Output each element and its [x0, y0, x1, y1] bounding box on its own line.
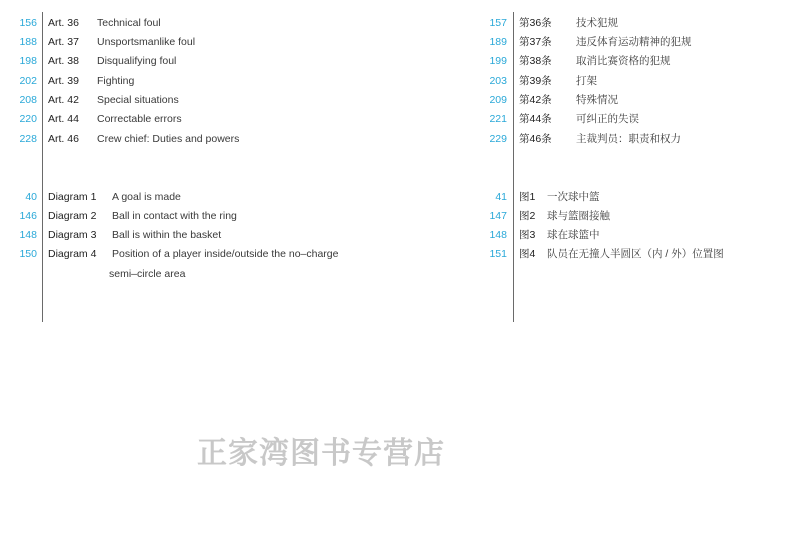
diagram-ref: Diagram 4 — [48, 248, 97, 260]
page-number: 156 — [19, 17, 37, 29]
page-number: 148 — [19, 229, 37, 241]
diagram-title: 球在球篮中 — [547, 229, 600, 241]
diagram-ref: Diagram 3 — [48, 229, 97, 241]
diagram-title: Position of a player inside/outside the no–charge — [112, 248, 339, 260]
diagram-ref: Diagram 1 — [48, 191, 97, 203]
article-ref: Art. 46 — [48, 133, 79, 145]
diagram-title: Ball in contact with the ring — [112, 210, 237, 222]
article-title: Disqualifying foul — [97, 55, 177, 67]
page-number: 228 — [19, 133, 37, 145]
article-ref: 第39条 — [519, 75, 552, 87]
article-title: 取消比赛资格的犯规 — [576, 55, 671, 67]
diagram-title: Ball is within the basket — [112, 229, 222, 241]
diagram-ref: 图2 — [519, 210, 536, 222]
page-number: 229 — [489, 133, 507, 145]
diagram-title-continuation: semi–circle area — [109, 268, 186, 280]
article-title: 打架 — [576, 75, 597, 87]
page-number: 41 — [495, 191, 507, 203]
article-title: 特殊情况 — [576, 94, 618, 106]
page-number: 151 — [489, 248, 507, 260]
article-title: 技术犯规 — [576, 17, 618, 29]
article-ref: 第38条 — [519, 55, 552, 67]
page-number: 208 — [19, 94, 37, 106]
page-number: 148 — [489, 229, 507, 241]
article-ref: Art. 37 — [48, 36, 79, 48]
article-title: 可纠正的失误 — [576, 113, 639, 125]
diagram-title: 球与篮圈接触 — [547, 210, 610, 222]
article-title: Unsportsmanlike foul — [97, 36, 196, 48]
article-title: Correctable errors — [97, 113, 182, 125]
article-title: Crew chief: Duties and powers — [97, 133, 240, 145]
page-number: 40 — [25, 191, 37, 203]
article-ref: Art. 36 — [48, 17, 79, 29]
article-title: Fighting — [97, 75, 135, 87]
page-number: 188 — [19, 36, 37, 48]
article-ref: Art. 44 — [48, 113, 79, 125]
diagram-ref: Diagram 2 — [48, 210, 97, 222]
page-number: 157 — [489, 17, 507, 29]
article-ref: 第46条 — [519, 133, 552, 145]
article-title: Technical foul — [97, 17, 161, 29]
article-ref: 第37条 — [519, 36, 552, 48]
page-number: 202 — [19, 75, 37, 87]
article-ref: Art. 42 — [48, 94, 79, 106]
page-number: 203 — [489, 75, 507, 87]
diagram-title: 队员在无撞人半圆区（内 / 外）位置图 — [547, 248, 724, 260]
page-number: 209 — [489, 94, 507, 106]
diagram-ref: 图1 — [519, 191, 536, 203]
page-number: 199 — [489, 55, 507, 67]
page-number: 220 — [19, 113, 37, 125]
article-title: 违反体育运动精神的犯规 — [576, 36, 692, 48]
diagram-title: A goal is made — [112, 191, 181, 203]
store-watermark: 正家湾图书专营店 — [197, 436, 445, 471]
article-ref: 第42条 — [519, 94, 552, 106]
diagram-ref: 图3 — [519, 229, 536, 241]
page-number: 221 — [489, 113, 507, 125]
page-number: 198 — [19, 55, 37, 67]
right-column-rule — [513, 12, 514, 322]
article-ref: 第36条 — [519, 17, 552, 29]
article-ref: Art. 39 — [48, 75, 79, 87]
page-number: 189 — [489, 36, 507, 48]
diagram-title: 一次球中篮 — [547, 191, 600, 203]
page-number: 150 — [19, 248, 37, 260]
article-title: Special situations — [97, 94, 179, 106]
article-ref: 第44条 — [519, 113, 552, 125]
article-title: 主裁判员：职责和权力 — [576, 133, 681, 145]
diagram-ref: 图4 — [519, 248, 536, 260]
page-number: 147 — [489, 210, 507, 222]
page-number: 146 — [19, 210, 37, 222]
article-ref: Art. 38 — [48, 55, 79, 67]
left-column-rule — [42, 12, 43, 322]
